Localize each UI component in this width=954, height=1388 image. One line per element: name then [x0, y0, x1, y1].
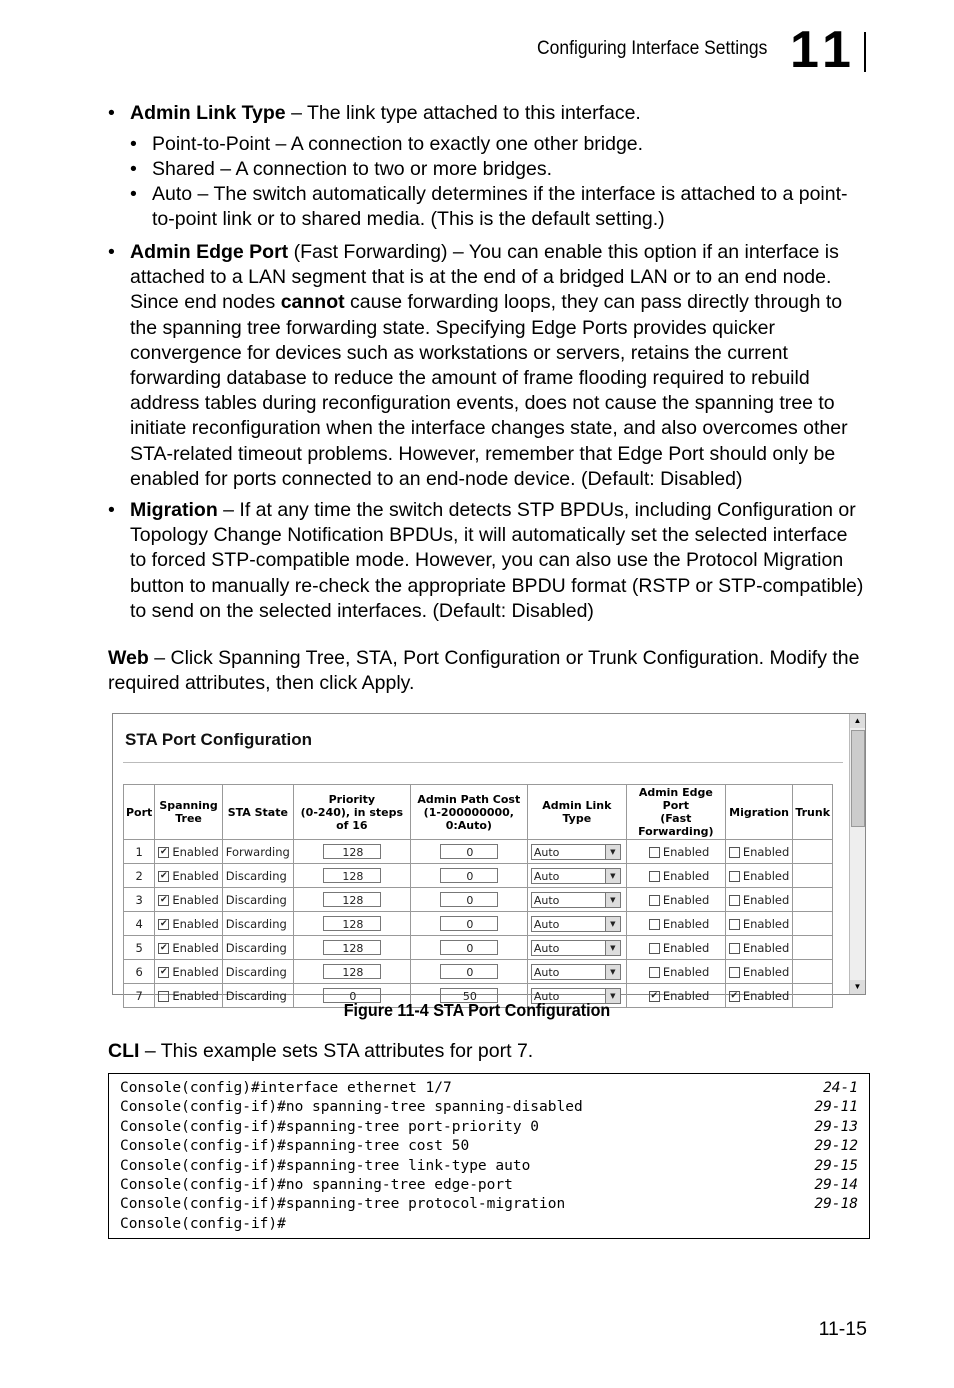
spanning-tree-checkbox[interactable]: ✔ — [160, 846, 168, 857]
cli-code-block — [108, 1073, 870, 1239]
priority-input[interactable]: 128 — [323, 868, 381, 883]
port-number: 3 — [124, 888, 155, 912]
code-reference: 24-1 — [823, 1080, 858, 1096]
migration-checkbox[interactable] — [729, 871, 740, 882]
screenshot-title: STA Port Configuration — [125, 730, 312, 749]
bullet-dot: • — [108, 241, 115, 263]
sta-state: Discarding — [222, 984, 293, 1008]
priority-cell — [293, 888, 410, 912]
priority-input[interactable]: 128 — [323, 844, 381, 859]
trunk-cell — [793, 912, 833, 936]
desc-edge-part1: (Fast Forwarding) – You can enable this option if an interface is attached to a LAN segment that is at the end of a bridged LAN or to an end node. Since end nodes — [130, 241, 839, 314]
port-number: 2 — [124, 864, 155, 888]
code-line — [120, 1118, 858, 1137]
table-header-row — [124, 785, 833, 840]
scroll-up-icon[interactable]: ▲ — [850, 714, 865, 728]
enabled-label: Enabled — [172, 916, 219, 931]
trunk-cell — [793, 864, 833, 888]
migration-cell — [725, 936, 792, 960]
priority-input[interactable]: 128 — [323, 940, 381, 955]
code-command: Console(config-if)#spanning-tree protocol-migration — [120, 1196, 566, 1213]
enabled-label: Enabled — [662, 868, 710, 883]
table-row — [124, 960, 833, 984]
spanning-tree-cell — [155, 888, 222, 912]
migration-cell — [725, 960, 792, 984]
col-priority-range: (0-240), in steps of 16 — [300, 805, 404, 832]
path-cost-input[interactable]: 0 — [440, 868, 498, 883]
trunk-cell — [793, 936, 833, 960]
dropdown-arrow-icon[interactable]: ▼ — [605, 917, 620, 931]
path-cost-input[interactable]: 0 — [440, 940, 498, 955]
figure-caption: Figure 11-4 STA Port Configuration — [343, 1000, 611, 1020]
enabled-label: Enabled — [742, 844, 790, 859]
dropdown-arrow-icon[interactable]: ▼ — [605, 845, 620, 859]
running-header-title: Configuring Interface Settings — [536, 38, 767, 59]
col-trunk: Trunk — [793, 785, 833, 840]
code-line — [120, 1176, 858, 1195]
desc-migration: – If at any time the switch detects STP BPDUs, including Configuration or Topology Change Notification BPDUs, it will automatically set the selected interface to forced STP-compatible mode. However, you can also use the Protocol Migration button to manually re-check the appropriate BPDU format (RSTP or STP-compatible) to send on the selected interfaces. (Default: Disabled) — [130, 499, 864, 622]
link-type-cell — [527, 960, 626, 984]
path-cost-cell — [410, 936, 527, 960]
enabled-label: Enabled — [172, 868, 219, 883]
priority-cell — [293, 864, 410, 888]
sub-bullet-shared — [130, 157, 870, 182]
link-type-value: Auto — [533, 869, 560, 883]
col-admin-edge-port — [626, 785, 725, 840]
path-cost-input[interactable]: 50 — [440, 988, 498, 1003]
path-cost-cell — [410, 864, 527, 888]
spanning-tree-cell — [155, 912, 222, 936]
sub-bullet-text: Auto – The switch automatically determines if the interface is attached to a point-to-point link or to shared media. (This is the default setting.) — [152, 183, 848, 231]
enabled-label: Enabled — [662, 916, 710, 931]
path-cost-cell — [410, 888, 527, 912]
link-type-value: Auto — [533, 989, 560, 1003]
edge-port-cell — [626, 888, 725, 912]
migration-cell — [725, 864, 792, 888]
col-edge-label: Admin Edge Port — [638, 786, 713, 812]
spanning-tree-cell — [155, 960, 222, 984]
migration-checkbox[interactable] — [729, 895, 740, 906]
page-number: 11-15 — [818, 1318, 867, 1340]
path-cost-input[interactable]: 0 — [440, 964, 498, 979]
cli-intro — [108, 1039, 868, 1064]
enabled-label: Enabled — [662, 988, 710, 1003]
edge-port-checkbox[interactable] — [649, 919, 660, 930]
code-reference: 29-18 — [814, 1196, 858, 1213]
enabled-label: Enabled — [662, 892, 710, 907]
migration-cell — [725, 888, 792, 912]
link-type-value: Auto — [533, 917, 560, 931]
col-priority — [293, 785, 410, 840]
code-reference: 29-13 — [814, 1118, 858, 1135]
path-cost-input[interactable]: 0 — [440, 844, 498, 859]
screenshot-divider — [123, 762, 843, 763]
port-number: 4 — [124, 912, 155, 936]
port-number: 7 — [124, 984, 155, 1008]
priority-input[interactable]: 0 — [323, 988, 381, 1003]
enabled-label: Enabled — [172, 988, 219, 1003]
migration-checkbox[interactable] — [729, 919, 740, 930]
col-cost-label: Admin Path Cost — [417, 792, 521, 806]
term-admin-link-type: Admin Link Type — [130, 102, 286, 124]
edge-port-checkbox[interactable] — [649, 871, 660, 882]
link-type-value: Auto — [533, 941, 560, 955]
dropdown-arrow-icon[interactable]: ▼ — [605, 989, 620, 1003]
sub-bullet-auto — [130, 182, 870, 232]
code-line — [120, 1157, 858, 1176]
migration-checkbox[interactable] — [729, 847, 740, 858]
edge-port-checkbox[interactable] — [649, 967, 660, 978]
enabled-label: Enabled — [742, 916, 790, 931]
desc-edge-part2: cause forwarding loops, they can pass directly through to the spanning tree forwarding state. Specifying Edge Ports provides quicker convergence for devices such as workstations or servers, retains the current forwarding database to reduce the amount of frame flooding required to rebuild address tables during reconfiguration events, does not cause the spanning tree to initiate reconfiguration when the interface changes state, and also overcomes other STA-related timeout problems. However, remember that Edge Port should only be enabled for ports connected to an end-node device. (Default: Disabled) — [130, 291, 848, 490]
scroll-down-icon[interactable]: ▼ — [850, 980, 865, 994]
enabled-label: Enabled — [172, 940, 219, 955]
vertical-scrollbar[interactable] — [849, 714, 865, 994]
link-type-cell — [527, 936, 626, 960]
web-text: – Click Spanning Tree, STA, Port Configuration or Trunk Configuration. Modify the required attributes, then click Apply. — [108, 647, 860, 695]
enabled-label: Enabled — [662, 844, 710, 859]
spanning-tree-checkbox[interactable]: ✔ — [160, 942, 168, 953]
link-type-cell — [527, 888, 626, 912]
enabled-label: Enabled — [662, 964, 710, 979]
spanning-tree-cell — [155, 864, 222, 888]
sta-port-config-screenshot — [112, 713, 866, 1003]
port-number: 1 — [124, 840, 155, 864]
col-edge-sub: (Fast Forwarding) — [638, 812, 714, 838]
path-cost-cell — [410, 960, 527, 984]
priority-cell — [293, 912, 410, 936]
code-command: Console(config-if)#no spanning-tree edge-port — [120, 1177, 513, 1194]
trunk-cell — [793, 888, 833, 912]
link-type-cell — [527, 840, 626, 864]
enabled-label: Enabled — [742, 988, 790, 1003]
migration-cell — [725, 840, 792, 864]
enabled-label: Enabled — [172, 964, 219, 979]
path-cost-cell — [410, 840, 527, 864]
priority-input[interactable]: 128 — [323, 892, 381, 907]
bullet-dot: • — [108, 499, 115, 521]
edge-port-cell — [626, 936, 725, 960]
link-type-value: Auto — [533, 893, 560, 907]
col-priority-label: Priority — [328, 792, 376, 806]
migration-cell — [725, 912, 792, 936]
edge-port-cell — [626, 864, 725, 888]
code-line — [120, 1098, 858, 1117]
edge-port-checkbox[interactable] — [649, 943, 660, 954]
code-command: Console(config-if)#spanning-tree link-type auto — [120, 1157, 531, 1174]
bullet-migration — [108, 498, 868, 624]
sta-state: Discarding — [222, 936, 293, 960]
enabled-label: Enabled — [172, 844, 219, 859]
link-type-value: Auto — [533, 965, 560, 979]
code-line — [120, 1215, 858, 1234]
link-type-select[interactable] — [531, 916, 621, 932]
priority-input[interactable]: 128 — [323, 916, 381, 931]
enabled-label: Enabled — [742, 964, 790, 979]
dropdown-arrow-icon[interactable]: ▼ — [605, 965, 620, 979]
term-web: Web — [108, 647, 149, 669]
edge-port-cell — [626, 960, 725, 984]
link-type-select[interactable] — [531, 940, 621, 956]
bullet-dot: • — [130, 183, 137, 205]
col-cost-range: (1-200000000, 0:Auto) — [423, 805, 514, 832]
sub-bullet-text: Shared – A connection to two or more bridges. — [152, 158, 552, 180]
table-row — [124, 864, 833, 888]
cli-text: – This example sets STA attributes for port 7. — [139, 1040, 534, 1062]
table-row — [124, 912, 833, 936]
priority-input[interactable]: 128 — [323, 964, 381, 979]
code-reference: 29-15 — [814, 1157, 858, 1174]
table-row — [124, 936, 833, 960]
code-command: Console(config-if)#spanning-tree port-priority 0 — [120, 1118, 540, 1135]
enabled-label: Enabled — [742, 892, 790, 907]
spanning-tree-checkbox[interactable]: ✔ — [160, 894, 168, 905]
link-type-select[interactable] — [531, 892, 621, 908]
enabled-label: Enabled — [742, 868, 790, 883]
priority-cell — [293, 960, 410, 984]
code-reference: 29-12 — [814, 1138, 858, 1155]
sub-bullet-p2p — [130, 132, 870, 157]
col-sta-state: STA State — [222, 785, 293, 840]
sta-state: Discarding — [222, 960, 293, 984]
code-command: Console(config)#interface ethernet 1/7 — [120, 1080, 452, 1096]
sta-state: Discarding — [222, 864, 293, 888]
edge-port-checkbox[interactable] — [649, 847, 660, 858]
term-migration: Migration — [130, 499, 218, 521]
bullet-dot: • — [108, 102, 115, 124]
code-command: Console(config-if)# — [120, 1215, 286, 1232]
edge-port-cell — [626, 912, 725, 936]
code-reference: 29-11 — [814, 1099, 858, 1116]
code-line — [120, 1137, 858, 1156]
col-migration: Migration — [725, 785, 792, 840]
bullet-admin-edge-port — [108, 240, 868, 492]
header-rule — [864, 32, 866, 72]
sta-state: Forwarding — [222, 840, 293, 864]
sta-port-table — [123, 784, 833, 1008]
link-type-value: Auto — [533, 845, 560, 859]
path-cost-input[interactable]: 0 — [440, 892, 498, 907]
col-admin-link-type: Admin Link Type — [527, 785, 626, 840]
table-row — [124, 888, 833, 912]
spanning-tree-checkbox[interactable]: ✔ — [160, 918, 168, 929]
emphasis-cannot: cannot — [280, 291, 345, 314]
scroll-thumb[interactable] — [851, 730, 865, 827]
term-cli: CLI — [108, 1040, 140, 1062]
col-port: Port — [124, 785, 155, 840]
dropdown-arrow-icon[interactable]: ▼ — [605, 893, 620, 907]
sta-state: Discarding — [222, 888, 293, 912]
code-command: Console(config-if)#spanning-tree cost 50 — [120, 1138, 470, 1155]
port-number: 5 — [124, 936, 155, 960]
table-body — [124, 840, 833, 1008]
trunk-cell — [793, 960, 833, 984]
code-line — [120, 1195, 858, 1214]
enabled-label: Enabled — [742, 940, 790, 955]
path-cost-cell — [410, 912, 527, 936]
bullet-dot: • — [130, 158, 137, 180]
link-type-select[interactable] — [531, 964, 621, 980]
migration-checkbox[interactable] — [729, 943, 740, 954]
col-admin-path-cost — [410, 785, 527, 840]
enabled-label: Enabled — [662, 940, 710, 955]
edge-port-cell — [626, 840, 725, 864]
dropdown-arrow-icon[interactable]: ▼ — [605, 869, 620, 883]
code-command: Console(config-if)#no spanning-tree spanning-disabled — [120, 1099, 583, 1116]
code-line — [120, 1079, 858, 1098]
link-type-select[interactable] — [531, 868, 621, 884]
bullet-dot: • — [130, 133, 137, 155]
sub-bullet-text: Point-to-Point – A connection to exactly one other bridge. — [152, 133, 644, 155]
chapter-number: 11 — [790, 21, 857, 79]
spanning-tree-checkbox[interactable]: ✔ — [160, 870, 168, 881]
link-type-cell — [527, 912, 626, 936]
enabled-label: Enabled — [172, 892, 219, 907]
code-reference: 29-14 — [814, 1177, 858, 1194]
dropdown-arrow-icon[interactable]: ▼ — [605, 941, 620, 955]
priority-cell — [293, 840, 410, 864]
link-type-select[interactable] — [531, 844, 621, 860]
web-instructions — [108, 646, 868, 696]
spanning-tree-cell — [155, 936, 222, 960]
edge-port-checkbox[interactable]: ✔ — [650, 990, 659, 1001]
priority-cell — [293, 936, 410, 960]
path-cost-input[interactable]: 0 — [440, 916, 498, 931]
sta-state: Discarding — [222, 912, 293, 936]
spanning-tree-cell — [155, 840, 222, 864]
col-spanning-tree: Spanning Tree — [155, 785, 222, 840]
term-admin-edge-port: Admin Edge Port — [130, 241, 289, 263]
desc-admin-link-type: – The link type attached to this interface. — [285, 102, 641, 124]
trunk-cell — [793, 840, 833, 864]
migration-checkbox[interactable] — [729, 967, 740, 978]
spanning-tree-checkbox[interactable]: ✔ — [160, 966, 168, 977]
table-row — [124, 840, 833, 864]
link-type-cell — [527, 864, 626, 888]
port-number: 6 — [124, 960, 155, 984]
migration-checkbox[interactable]: ✔ — [730, 990, 739, 1001]
edge-port-checkbox[interactable] — [649, 895, 660, 906]
bullet-admin-link-type — [108, 101, 868, 126]
